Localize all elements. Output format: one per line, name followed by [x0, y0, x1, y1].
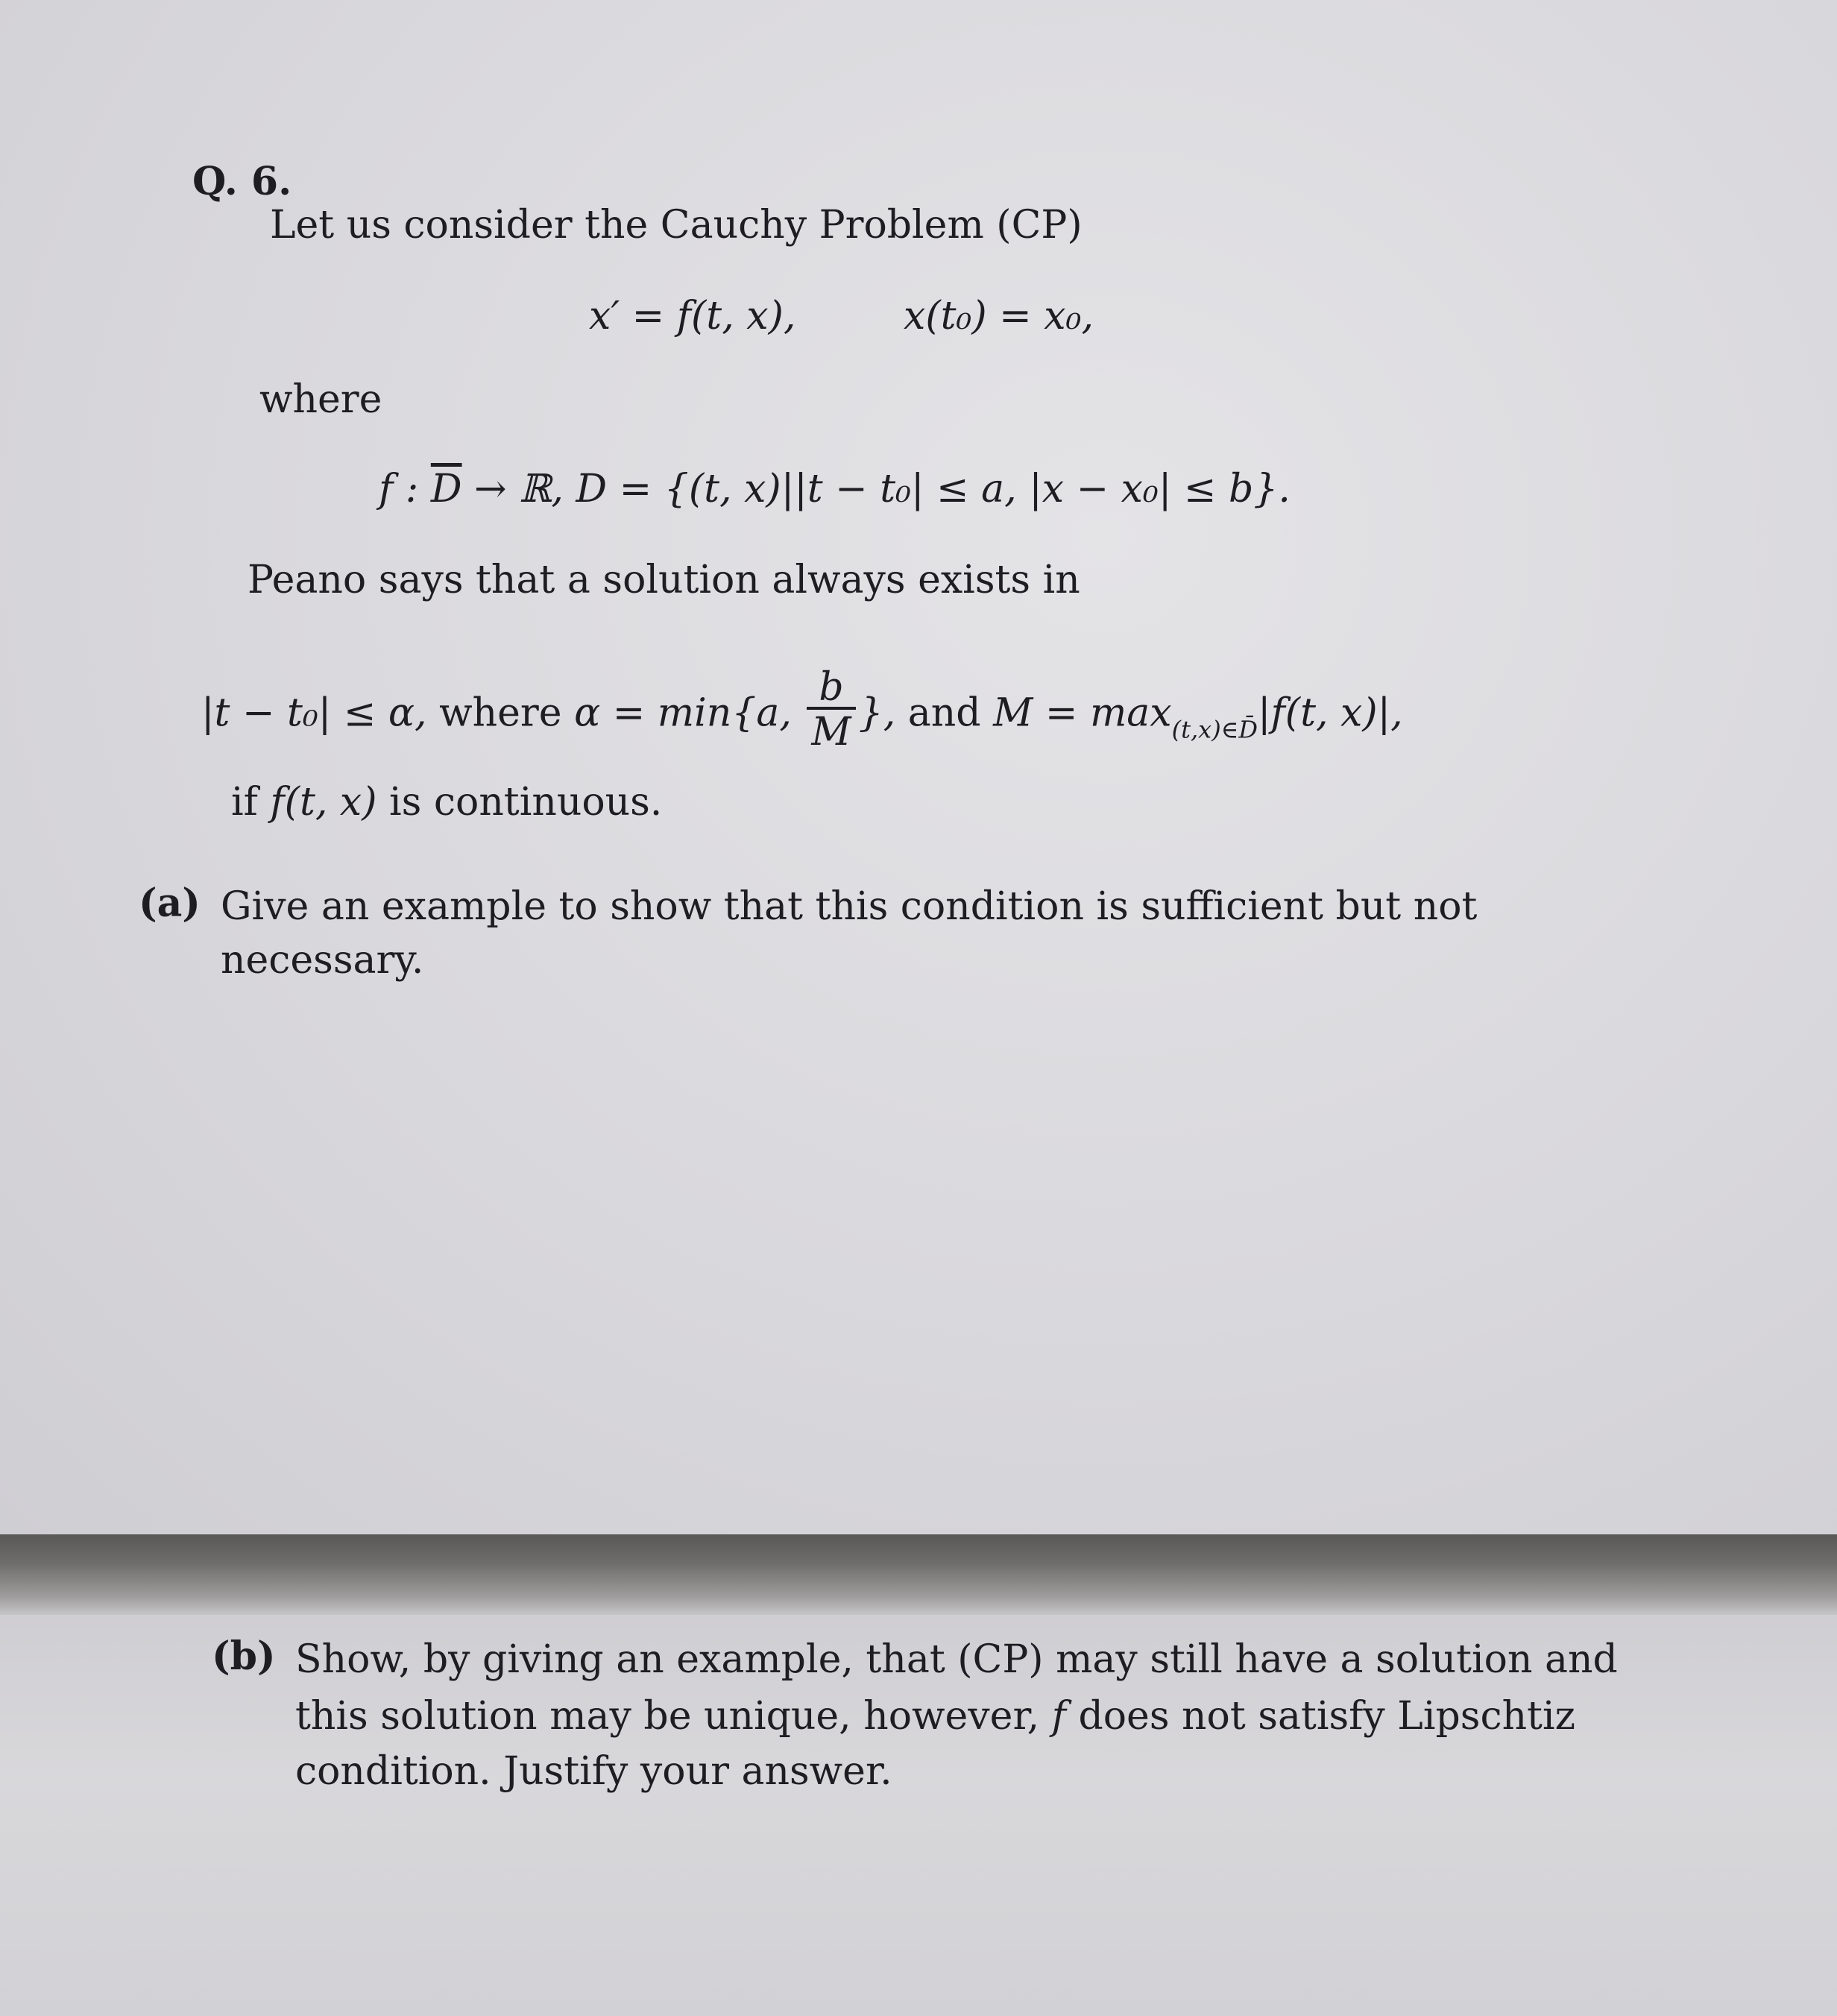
peano-statement: Peano says that a solution always exists in — [248, 558, 1080, 602]
b-over-m-fraction — [807, 665, 855, 755]
part-a-line-2: necessary. — [221, 938, 424, 983]
continuity-condition — [231, 780, 663, 825]
condition-if: if — [231, 780, 271, 825]
condition-rest: is continuous. — [376, 780, 663, 825]
part-b-label: (b) — [212, 1634, 276, 1679]
max-subscript: (t,x)∈D̄ — [1171, 715, 1258, 744]
part-b-line-2 — [295, 1694, 1575, 1739]
equation-ode: x′ = f(t, x), — [589, 294, 796, 338]
domain-definition — [379, 467, 1291, 511]
intro-text: Let us consider the Cauchy Problem (CP) — [270, 203, 1083, 248]
interval-statement — [201, 665, 1403, 757]
alpha-definition: α = min{a, — [574, 690, 804, 736]
part-a-label: (a) — [139, 881, 201, 926]
part-a-line-1: Give an example to show that this condition is sufficient but not — [221, 884, 1478, 929]
part-b-line-2-f: f — [1051, 1694, 1066, 1739]
question-number: Q. 6. — [192, 159, 292, 204]
alpha-close: }, — [858, 690, 896, 736]
part-b-line-1: Show, by giving an example, that (CP) may still have a solution and — [295, 1637, 1618, 1682]
domain-closure-d: $\overline{D}$ — [430, 467, 462, 511]
m-definition: M = max — [993, 690, 1172, 736]
interval-where: where — [426, 690, 575, 736]
domain-f: f : — [379, 467, 431, 511]
fraction-denominator: M — [807, 707, 855, 752]
where-text: where — [259, 377, 382, 422]
abs-f: |f(t, x)|, — [1258, 690, 1403, 736]
domain-rest: → ℝ, D = {(t, x)||t − t₀| ≤ a, |x − x₀| ≤ b}. — [461, 467, 1291, 511]
condition-fx: f(t, x) — [270, 780, 377, 825]
part-b-line-2-post: does not satisfy Lipschtiz — [1065, 1694, 1575, 1739]
part-b-line-3: condition. Justify your answer. — [295, 1749, 892, 1794]
interval-and: and — [895, 690, 994, 736]
fraction-numerator: b — [819, 665, 844, 710]
paper-fold-shadow — [0, 1534, 1837, 1616]
part-b-line-2-pre: this solution may be unique, however, — [295, 1694, 1052, 1739]
equation-initial-condition: x(t₀) = x₀, — [904, 294, 1094, 338]
interval-lhs: |t − t₀| ≤ α, — [201, 690, 427, 736]
